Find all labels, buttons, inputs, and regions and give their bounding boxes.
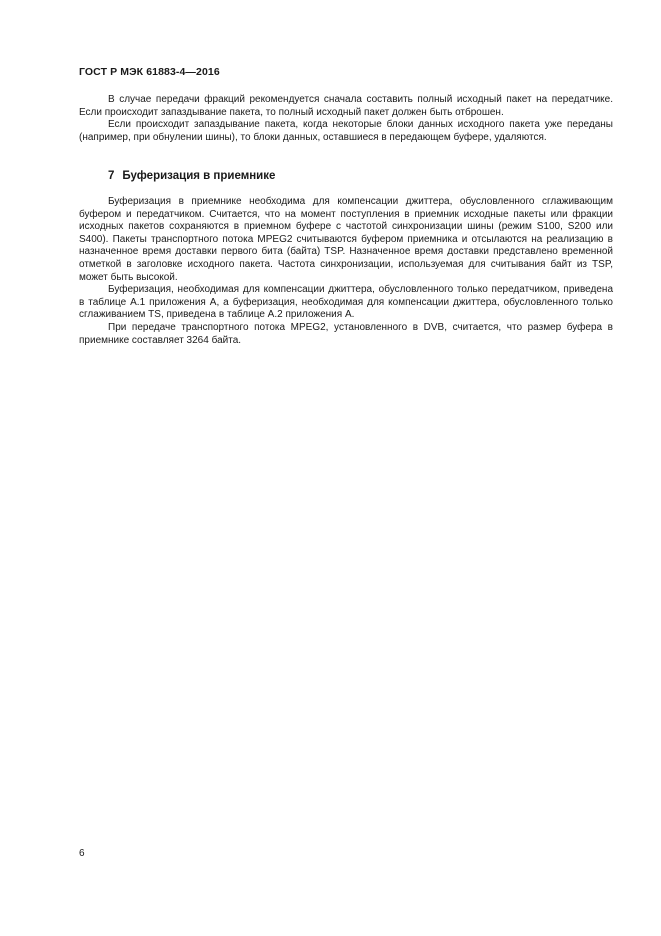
- section-heading: [108, 170, 275, 182]
- intro-text-block: [79, 94, 613, 144]
- section-title: Буферизация в приемнике: [122, 170, 276, 182]
- paragraph: В случае передачи фракций рекомендуется сначала составить полный исходный пакет на передатчике. Если происходит запаздывание пакета, то полный исходный пакет должен быть отброшен.: [79, 94, 613, 118]
- paragraph: Буферизация, необходимая для компенсации джиттера, обусловленного только передатчиком, приведена в таблице А.1 приложения А, а буферизация, необходимая для компенсации джиттера, обусловленного только сглаживанием TS, приведена в таблице А.2 приложения А.: [79, 284, 613, 321]
- section-text-block: [79, 196, 613, 347]
- paragraph: Если происходит запаздывание пакета, когда некоторые блоки данных исходного пакета уже переданы (например, при обнулении шины), то блоки данных, оставшиеся в передающем буфере, удаляются.: [79, 119, 613, 143]
- paragraph: При передаче транспортного потока MPEG2, установленного в DVB, считается, что размер буфера в приемнике составляет 3264 байта.: [79, 321, 613, 346]
- page-number: 6: [79, 848, 85, 859]
- document-header: ГОСТ Р МЭК 61883-4—2016: [79, 66, 220, 78]
- paragraph: Буферизация в приемнике необходима для компенсации джиттера, обусловленного сглаживающим буфером и передатчиком. Считается, что на момент поступления в приемник исходные пакеты или фракции исходных пакетов сохраняются в приемном буфере с частотой синхронизации шины (режим S100, S200 или S400). Пакеты транспортного потока MPEG2 считываются буфером приемника и отсылаются на реализацию в назначенное время доставки первого бита (байта) TSP. Назначенное время доставки представлено временной отметкой в заголовке исходного пакета. Частота синхронизации, используемая для считывания байт из TSP, может быть высокой.: [79, 196, 613, 283]
- section-number: 7: [108, 170, 115, 182]
